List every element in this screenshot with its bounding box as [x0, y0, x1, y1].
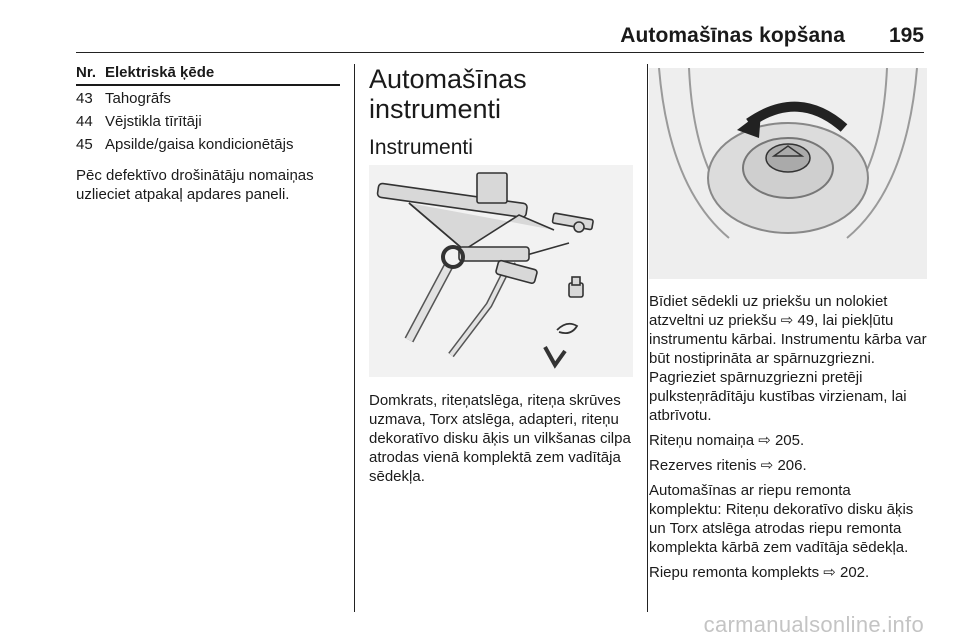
tools-caption: Domkrats, riteņatslēga, riteņa skrūves uzmava, Torx atslēga, adapteri, riteņu dekoratīvo disku āķis un vilkšanas cilpa atrodas vienā komplektā zem vadītāja sēdekļa.	[369, 392, 631, 485]
table-row	[76, 135, 340, 155]
wing-nut-icon	[766, 144, 810, 172]
fuse-number: 44	[76, 113, 93, 130]
page-header-title: Automašīnas kopšana	[620, 24, 845, 47]
cross-reference-wheel-change: Riteņu nomaiņa ⇨ 205.	[649, 432, 805, 449]
cross-reference-repair-kit: Riepu remonta komplekts ⇨ 202.	[649, 564, 870, 581]
body-paragraph: Pēc defektīvo drošinātāju nomaiņas uzlieciet atpakaļ apdares paneli.	[76, 167, 314, 203]
fuse-table-header	[76, 64, 340, 86]
table-row	[76, 112, 340, 132]
fuse-table-header-circuit: Elektriskā ķēde	[105, 64, 215, 81]
fuse-circuit: Vējstikla tīrītāji	[105, 113, 202, 130]
column-left	[76, 64, 340, 204]
hub-cap-hook-icon	[557, 324, 577, 333]
watermark: carmanualsonline.info	[703, 612, 924, 637]
toolbox-photo-svg	[649, 68, 927, 279]
column-divider-left	[354, 64, 355, 612]
fuse-table	[76, 64, 340, 155]
fuse-circuit: Apsilde/gaisa kondicionētājs	[105, 136, 294, 153]
torx-key-icon	[545, 347, 565, 365]
tow-eye-icon	[409, 247, 463, 340]
adapter-icon	[569, 277, 583, 297]
toolbox-photo	[649, 68, 927, 279]
fuse-table-header-nr: Nr.	[76, 64, 97, 81]
column-right	[649, 292, 927, 588]
subsection-heading: Instrumenti	[369, 136, 473, 159]
fuse-number: 43	[76, 90, 93, 107]
wheel-wrench-icon	[451, 260, 538, 355]
body-paragraph: Bīdiet sēdekli uz priekšu un nolokiet atzveltni uz priekšu ⇨ 49, lai piekļūtu instrumentu kārbai. Instrumentu kārba var būt nostiprināta ar spārnuzgriezni. Pagrieziet spārnuzgriezni pretēji pulksteņrādītāju kustības virzienam, lai atbrīvotu.	[649, 293, 927, 424]
fuse-circuit: Tahogrāfs	[105, 90, 171, 107]
table-row	[76, 89, 340, 109]
scissor-jack-icon	[377, 173, 593, 261]
fuse-number: 45	[76, 136, 93, 153]
cross-reference-spare-wheel: Rezerves ritenis ⇨ 206.	[649, 457, 807, 474]
header-rule	[76, 52, 924, 53]
body-paragraph: Automašīnas ar riepu remonta komplektu: Riteņu dekoratīvo disku āķis un Torx atslēga atrodas riepu remonta komplekta kārbā zem vadītāja sēdekļa.	[649, 482, 914, 556]
tools-illustration	[369, 165, 633, 377]
column-middle	[369, 64, 633, 160]
column-divider-right	[647, 64, 648, 612]
tools-illustration-svg	[369, 165, 633, 377]
section-heading: Automašīnas instrumenti	[369, 64, 527, 124]
page-number: 195	[888, 24, 924, 47]
